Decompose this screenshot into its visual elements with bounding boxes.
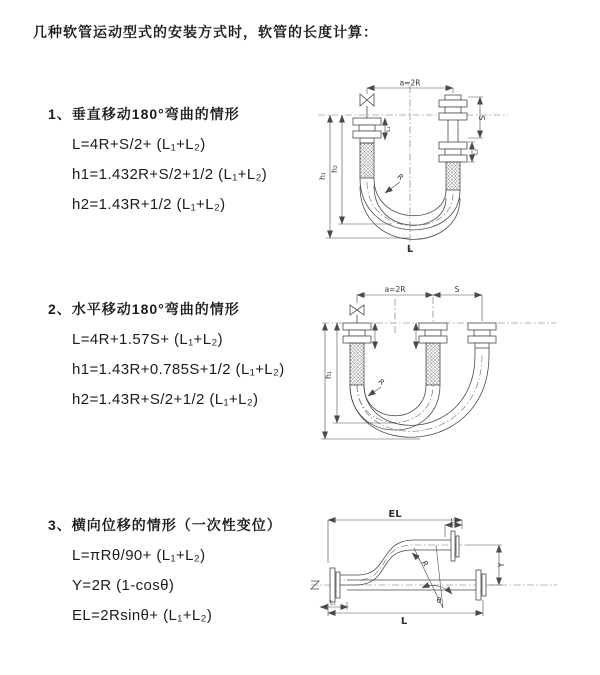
- dim-label-r: R: [419, 558, 431, 569]
- diagram-horizontal-180-bend: [316, 283, 588, 453]
- formula-length: L=4R+S/2+ (L₁+L₂): [72, 136, 206, 153]
- hose-u-bend: [350, 355, 489, 437]
- left-end-flange: [330, 568, 340, 602]
- dim-label-s: S: [454, 285, 460, 294]
- dim-label-l1: L₁: [385, 126, 392, 132]
- dim-label-h1: h₁: [318, 172, 327, 180]
- dim-label-l: L: [400, 616, 408, 627]
- formula-h2: h2=1.43R+S/2+1/2 (L₁+L₂): [72, 391, 259, 408]
- angle-construction: [412, 545, 452, 608]
- flange-plate: [476, 570, 481, 600]
- dimension-lines: [321, 285, 482, 439]
- left-fixed-end: [343, 305, 371, 385]
- formula-h1: h1=1.43R+0.785S+1/2 (L₁+L₂): [72, 361, 285, 378]
- dim-label-theta: θ: [436, 596, 442, 605]
- valve-icon: [360, 94, 374, 106]
- hose-s-curve: [340, 540, 451, 585]
- dim-label-l2-top: L₂: [450, 517, 457, 525]
- dim-label-l: L: [406, 244, 414, 255]
- right-displaced-end: [468, 323, 496, 355]
- flange-plate: [439, 100, 467, 107]
- page-title: 几种软管运动型式的安装方式时，软管的长度计算：: [33, 24, 378, 40]
- formula-y: Y=2R (1-cosθ): [72, 577, 175, 594]
- braided-hose-section: [360, 143, 374, 178]
- braided-hose-section: [350, 343, 364, 385]
- dim-label-l1-bottom: L₁: [330, 599, 336, 607]
- section-2-heading: 2、水平移动180°弯曲的情形: [48, 301, 240, 317]
- formula-length: L=πRθ/90+ (L₁+L₂): [72, 547, 206, 564]
- flange-plate: [343, 323, 371, 330]
- section-lateral-displacement: [48, 515, 282, 637]
- formula-length: L=4R+1.57S+ (L₁+L₂): [72, 331, 224, 348]
- braided-hose-section: [426, 343, 440, 385]
- flange-plate: [353, 118, 381, 125]
- flange-plate: [451, 531, 455, 561]
- flange-plate: [468, 323, 496, 330]
- middle-moving-end: [419, 323, 447, 385]
- braided-hose-section: [446, 162, 460, 190]
- section-3-heading: 3、横向位移的情形（一次性变位）: [48, 517, 282, 533]
- valve-icon: [350, 305, 364, 315]
- dim-label-h1: h₁: [324, 371, 333, 379]
- section-1-heading: 1、垂直移动180°弯曲的情形: [48, 106, 240, 122]
- formula-h1: h1=1.432R+S/2+1/2 (L₁+L₂): [72, 166, 268, 183]
- upper-end-flange: [451, 531, 459, 561]
- dim-label-r: R: [395, 171, 406, 183]
- diagram-vertical-180-bend: [312, 78, 557, 258]
- right-moving-end: [439, 95, 467, 190]
- section-vertical-movement: [48, 104, 267, 226]
- dim-label-y: Y: [497, 562, 506, 568]
- section-horizontal-movement: [48, 299, 285, 421]
- hose-centerline-arc: [357, 355, 482, 431]
- flange-plate: [419, 323, 447, 330]
- dim-label-el: EL: [388, 509, 402, 520]
- dim-label-r: R: [376, 376, 387, 388]
- dimension-lines: [320, 509, 506, 627]
- formula-h2: h2=1.43R+1/2 (L₁+L₂): [72, 196, 226, 213]
- dim-label-span: a=2R: [399, 78, 421, 88]
- formula-el: EL=2Rsinθ+ (L₁+L₂): [72, 607, 213, 624]
- dim-label-l2: L₂: [472, 149, 480, 155]
- left-fixed-end: [353, 88, 381, 178]
- diagram-lateral-displacement: [303, 503, 598, 648]
- dim-label-h2: h₂: [330, 165, 339, 173]
- dim-label-s: S: [478, 115, 487, 121]
- dim-label-span: a=2R: [384, 285, 406, 294]
- flange-plate: [330, 568, 335, 602]
